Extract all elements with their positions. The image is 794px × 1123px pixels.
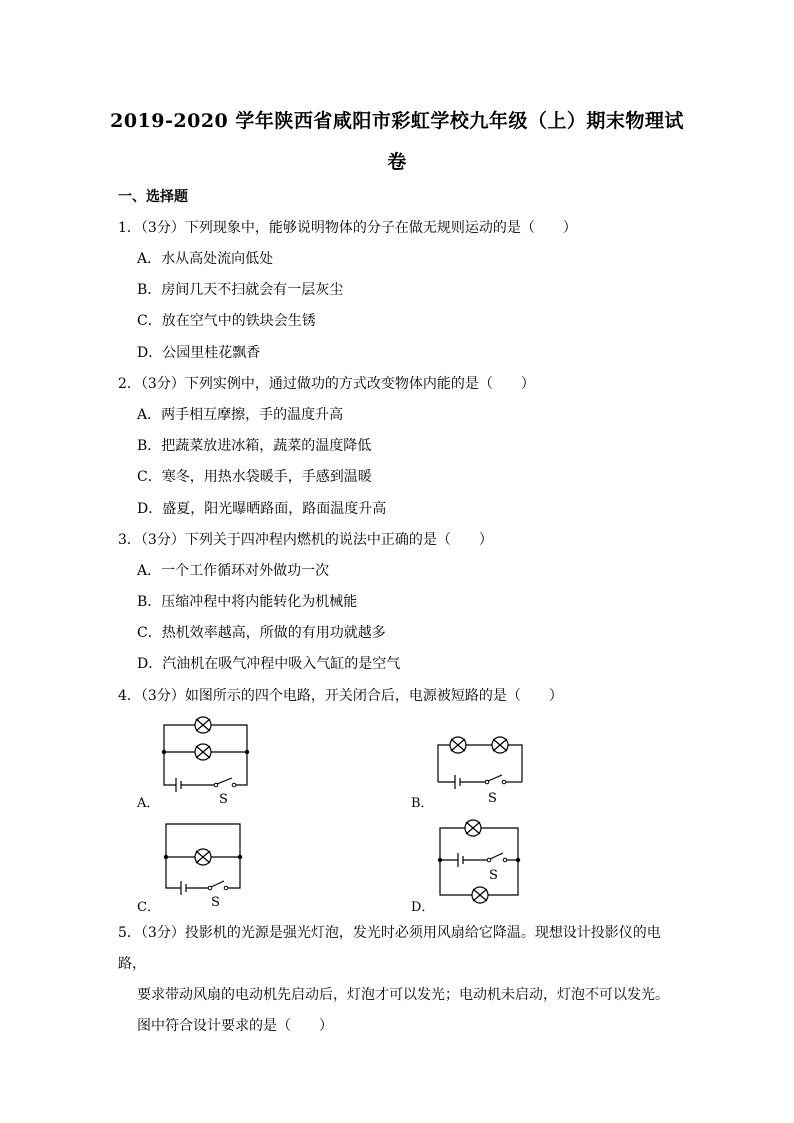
- circuit-d-switch-label: S: [489, 868, 498, 883]
- question-1-option-d: D．公园里桂花飘香: [137, 345, 261, 361]
- circuit-b-diagram: [428, 732, 538, 812]
- question-3-option-d: D．汽油机在吸气冲程中吸入气缸的是空气: [137, 656, 401, 672]
- circuit-c-switch-label: S: [211, 895, 220, 910]
- circuit-d-diagram: [430, 815, 530, 915]
- circuit-b-label: B．: [411, 796, 434, 811]
- circuit-b-switch-label: S: [488, 791, 497, 806]
- question-2-option-a: A．两手相互摩擦，手的温度升高: [137, 407, 344, 423]
- question-5-line-2: 要求带动风扇的电动机先启动后，灯泡才可以发光；电动机未启动，灯泡不可以发光。: [137, 987, 669, 1003]
- question-2-stem: 2．（3分）下列实例中，通过做功的方式改变物体内能的是（ ）: [118, 376, 535, 392]
- section-heading: 一、选择题: [118, 189, 188, 205]
- question-3-stem: 3．（3分）下列关于四冲程内燃机的说法中正确的是（ ）: [118, 532, 493, 548]
- page-title-line2: 卷: [387, 151, 407, 173]
- question-5-line-3: 图中符合设计要求的是（ ）: [137, 1018, 333, 1034]
- question-2-option-b: B．把蔬菜放进冰箱，蔬菜的温度降低: [137, 438, 372, 454]
- circuit-c-diagram: [158, 820, 258, 915]
- question-4-stem: 4．（3分）如图所示的四个电路，开关闭合后，电源被短路的是（ ）: [118, 688, 563, 704]
- page-title-line1: 2019-2020 学年陕西省咸阳市彩虹学校九年级（上）期末物理试: [110, 110, 684, 132]
- circuit-c-label: C．: [137, 900, 160, 915]
- question-1-option-b: B．房间几天不扫就会有一层灰尘: [137, 282, 344, 298]
- question-1-stem: 1．（3分）下列现象中，能够说明物体的分子在做无规则运动的是（ ）: [118, 220, 577, 236]
- question-1-option-a: A．水从高处流向低处: [137, 251, 274, 267]
- question-3-option-b: B．压缩冲程中将内能转化为机械能: [137, 594, 358, 610]
- question-2-option-d: D．盛夏，阳光曝晒路面，路面温度升高: [137, 501, 387, 517]
- circuit-a-diagram: [150, 712, 260, 812]
- question-3-option-c: C．热机效率越高，所做的有用功就越多: [137, 625, 386, 641]
- question-5-stem: [118, 918, 678, 1042]
- circuit-d-label: D．: [411, 900, 435, 915]
- question-1-option-c: C．放在空气中的铁块会生锈: [137, 313, 316, 329]
- question-3-option-a: A．一个工作循环对外做功一次: [137, 563, 330, 579]
- circuit-a-switch-label: S: [219, 792, 228, 807]
- circuit-a-label: A．: [137, 796, 160, 811]
- question-5-line-1: 5．（3分）投影机的光源是强光灯泡，发光时必须用风扇给它降温。现想设计投影仪的电路，: [118, 925, 661, 972]
- question-2-option-c: C．寒冬，用热水袋暖手，手感到温暖: [137, 469, 372, 485]
